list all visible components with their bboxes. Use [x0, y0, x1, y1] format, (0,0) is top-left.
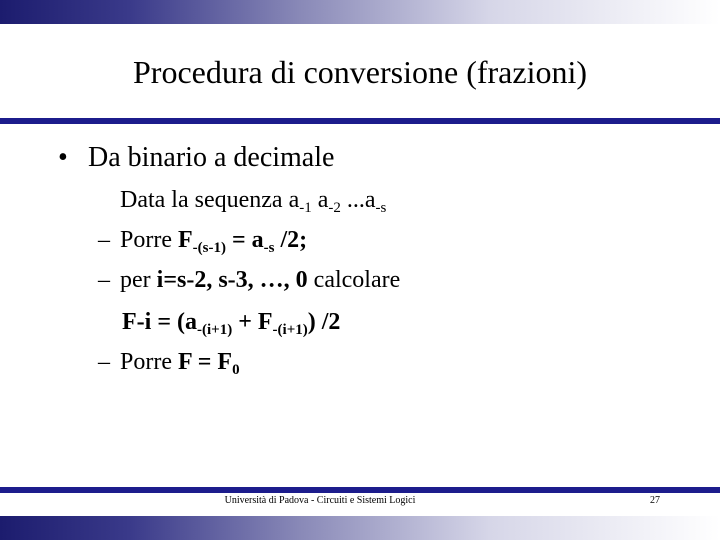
- sub-line-sequence: [120, 184, 386, 216]
- bullet-icon: •: [58, 142, 68, 173]
- subscript: 0: [232, 362, 240, 378]
- subscript: -s: [263, 240, 275, 256]
- sub-line-init: [98, 224, 307, 256]
- subscript: -s: [375, 200, 387, 216]
- formula-text: F-i = (a: [122, 309, 197, 335]
- formula-text: F = F: [177, 349, 233, 375]
- bottom-gradient-band: [0, 516, 720, 540]
- subscript: -1: [299, 200, 312, 216]
- subscript: -(i+1): [272, 322, 308, 338]
- title-divider: [0, 118, 720, 124]
- dash-icon: –: [98, 267, 110, 293]
- page-number: 27: [650, 495, 660, 506]
- subscript: -(s-1): [192, 240, 226, 256]
- sub-line-result: [98, 346, 240, 378]
- formula-text: = a: [225, 227, 264, 253]
- formula-text: ) /2: [307, 309, 341, 335]
- init-text: Porre: [120, 227, 178, 253]
- footer-text: Università di Padova - Circuiti e Sistemi Logici: [224, 495, 416, 506]
- formula-text: F: [177, 227, 193, 253]
- dash-icon: –: [98, 349, 110, 375]
- dash-icon: –: [98, 227, 110, 253]
- bullet-item: [58, 140, 334, 176]
- top-gradient-band: [0, 0, 720, 24]
- result-text: Porre: [120, 349, 178, 375]
- sequence-text: Data la sequenza a: [120, 187, 300, 213]
- sub-line-formula: [122, 306, 340, 338]
- loop-text: calcolare: [307, 267, 401, 293]
- loop-text: per: [120, 267, 157, 293]
- subscript: -(i+1): [197, 322, 233, 338]
- sequence-text: ...a: [340, 187, 376, 213]
- slide-title: Procedura di conversione (frazioni): [132, 54, 588, 90]
- footer-divider: [0, 487, 720, 493]
- subscript: -2: [328, 200, 341, 216]
- formula-text: /2;: [274, 227, 308, 253]
- formula-text: + F: [232, 309, 273, 335]
- sequence-text: a: [311, 187, 329, 213]
- loop-range: i=s-2, s-3, …, 0: [156, 267, 308, 293]
- bullet-text: Da binario a decimale: [88, 142, 335, 173]
- sub-line-loop: [98, 264, 400, 296]
